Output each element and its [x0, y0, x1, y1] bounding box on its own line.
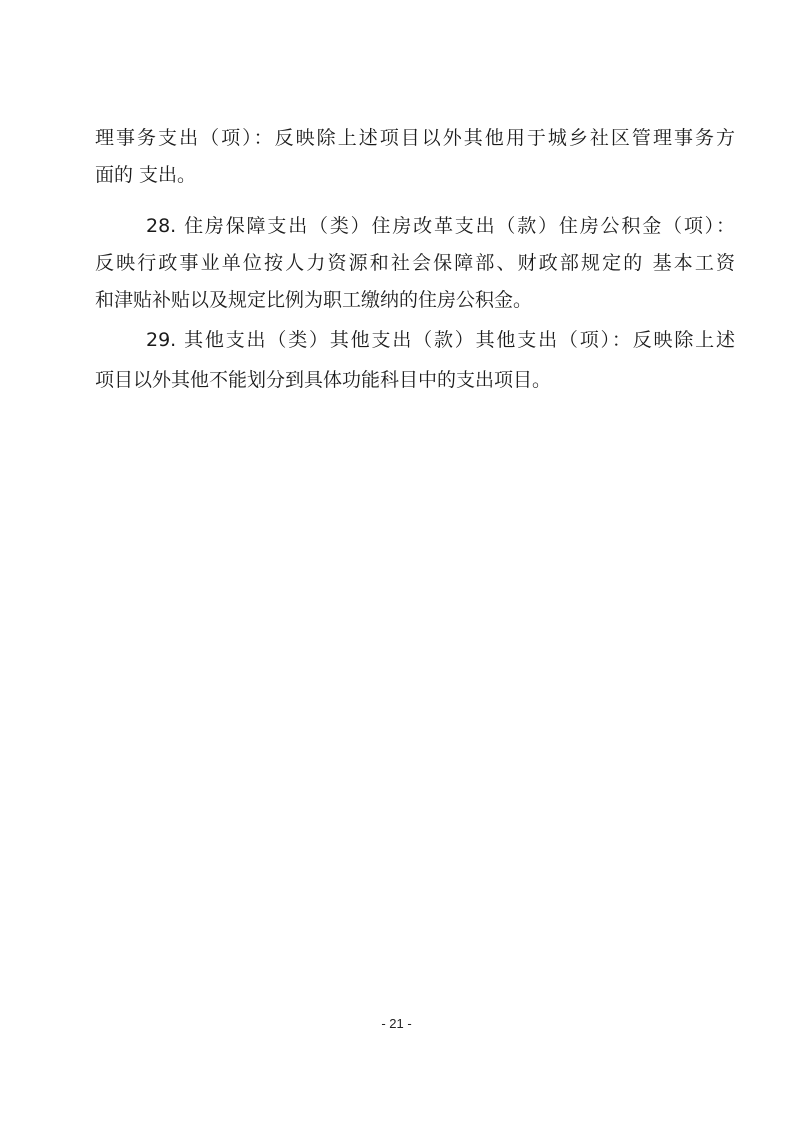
paragraph-28-line-2: 反映行政事业单位按人力资源和社会保障部、财政部规定的 基本工资 [95, 252, 735, 274]
paragraph-28-line-3: 和津贴补贴以及规定比例为职工缴纳的住房公积金。 [95, 289, 533, 311]
paragraph-29-line-1: 29. 其他支出（类）其他支出（款）其他支出（项）：反映除上述 [146, 329, 735, 351]
paragraph-27-line-3: 面的 支出。 [95, 164, 197, 186]
paragraph-28-line-1: 28. 住房保障支出（类）住房改革支出（款）住房公积金（项）： [146, 215, 735, 237]
paragraph-29-line-2: 项目以外其他不能划分到具体功能科目中的支出项目。 [95, 369, 552, 391]
page-number: - 21 - [381, 1016, 412, 1031]
paragraph-27-line-2: 理事务支出（项）：反映除上述项目以外其他用于城乡社区管理事务方 [95, 127, 735, 149]
